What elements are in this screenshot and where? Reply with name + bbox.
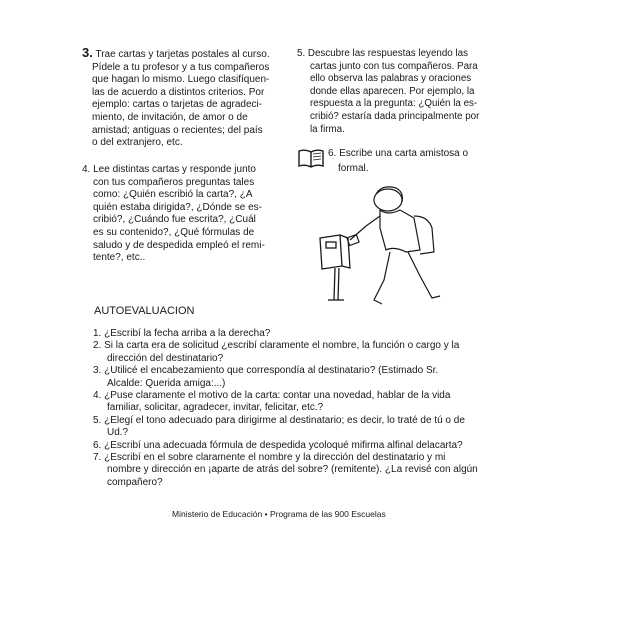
- activity-4-line: como: ¿Quién escribió la carta?, ¿A: [93, 189, 253, 201]
- activity-4-line: 4. Lee distintas cartas y responde junto: [82, 164, 256, 175]
- self-assessment-item-cont: Ud.?: [107, 427, 129, 439]
- activity-5-line: cartas junto con tus compañeros. Para: [310, 60, 478, 72]
- activity-3-line: ejemplo: cartas o tarjetas de agradeci-: [92, 99, 263, 111]
- self-assessment-item-cont: Alcalde: Querida amiga:...): [107, 377, 226, 389]
- mailbox-drawing: [320, 235, 350, 300]
- activity-4-line: con tus compañeros preguntas tales: [93, 176, 255, 188]
- activity-3-number: 3.: [82, 45, 93, 60]
- self-assessment-item: 4. ¿Puse claramente el motivo de la carta: contar una novedad, hablar de la vida: [93, 390, 451, 402]
- activity-5-line: 5. Descubre las respuestas leyendo las: [297, 48, 468, 59]
- activity-4-line: saludo y de despedida empleó el remi-: [93, 239, 265, 251]
- activity-3-line: amistad; antiguas o recientes; del país: [92, 124, 263, 136]
- activity-5-line: respuesta a la pregunta: ¿Quién la es-: [310, 98, 478, 110]
- book-icon: [298, 148, 324, 168]
- self-assessment-item: 1. ¿Escribí la fecha arriba a la derecha?: [93, 328, 271, 339]
- self-assessment-title: AUTOEVALUACION: [94, 305, 195, 317]
- activity-6-line: 6. Escribe una carta amistosa o: [328, 148, 469, 159]
- page-footer: Ministerio de Educación • Programa de las 900 Escuelas: [172, 509, 386, 519]
- self-assessment-item: 7. ¿Escribí en el sobre claramente el nombre y la dirección del destinatario y mi: [93, 452, 446, 464]
- activity-5-line: cribió? estaría dada principalmente por: [310, 110, 480, 122]
- activity-5-line: la firma.: [310, 123, 345, 135]
- self-assessment-item-cont: compañero?: [107, 476, 163, 488]
- self-assessment-item: 6. ¿Escribí una adecuada fórmula de despedida ycoloqué mifirma alfinal delacarta?: [93, 439, 463, 451]
- activity-3-line: 3. Trae cartas y tarjetas postales al curso.: [82, 45, 270, 60]
- activity-5: [297, 48, 492, 136]
- self-assessment-item-cont: nombre y dirección en ¡aparte de atrás del sobre? (remitente). ¿La revisé con algún: [107, 464, 478, 476]
- activity-6-line: formal.: [338, 163, 369, 174]
- activity-4-line: cribió?, ¿Cuándo fue escrita?, ¿Cuál: [93, 214, 256, 226]
- activity-3-line: las de acuerdo a distintos criterios. Por: [92, 86, 265, 98]
- activity-4-line: tente?, etc..: [93, 252, 146, 264]
- activity-5-line: ello observa las palabras y oraciones: [310, 73, 472, 85]
- activity-5-line: donde ellas aparecen. Por ejemplo, la: [310, 85, 475, 97]
- activity-3-line: que hagan lo mismo. Luego clasifíquen-: [92, 74, 270, 86]
- activity-4-line: es su contenido?, ¿Qué fórmulas de: [93, 226, 255, 238]
- self-assessment-item-cont: dirección del destinatario?: [107, 352, 224, 364]
- activity-3-line: miento, de invitación, de amor o de: [92, 111, 248, 123]
- activity-3-line: o del extranjero, etc.: [92, 137, 183, 149]
- self-assessment-item: 2. Si la carta era de solicitud ¿escribí claramente el nombre, la función o cargo y la: [93, 340, 460, 352]
- child-drawing: [347, 187, 440, 304]
- activity-3-line: Pídele a tu profesor y a tus compañeros: [92, 61, 270, 73]
- self-assessment-item: 5. ¿Elegí el tono adecuado para dirigirme al destinatario; es decir, lo traté de tú o de: [93, 414, 465, 426]
- child-mailbox-illustration: [310, 180, 480, 310]
- activity-4-line: quién estaba dirigida?, ¿Dónde se es-: [93, 201, 262, 213]
- self-assessment-item-cont: familiar, solicitar, agradecer, invitar, felicitar, etc.?: [107, 402, 324, 414]
- activity-3: [82, 47, 290, 150]
- self-assessment-item: 3. ¿Utilicé el encabezamiento que correspondía al destinatario? (Estimado Sr.: [93, 365, 439, 377]
- activity-4: [82, 164, 290, 265]
- self-assessment-list: [93, 328, 493, 489]
